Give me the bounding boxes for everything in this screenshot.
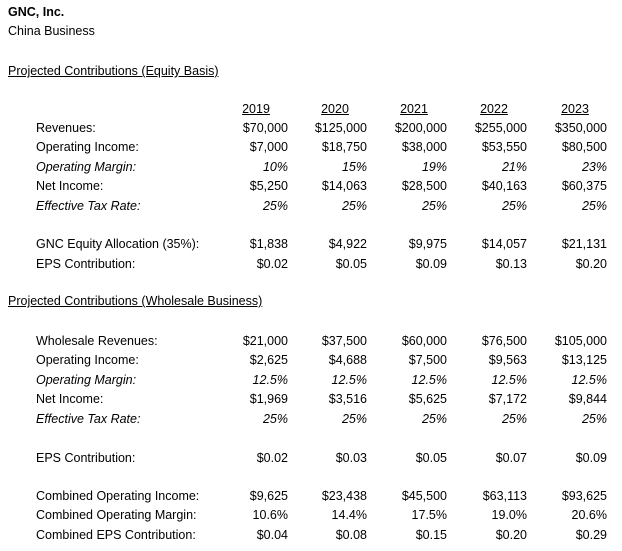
wholesale-row-4-value-2022: $7,172 (488, 392, 527, 406)
wholesale-row-4-label: Net Income: (36, 392, 104, 406)
equity-row-5-value-2022: 25% (501, 199, 527, 213)
equity-allocation-row-1-value-2023: $21,131 (561, 237, 607, 251)
equity-row-2-value-2019: $7,000 (249, 140, 288, 154)
combined-row-1-label: Combined Operating Income: (36, 489, 200, 503)
wholesale-eps-row-value-2022: $0.07 (495, 451, 527, 465)
combined-row-2-value-2023: 20.6% (571, 508, 607, 522)
combined-row-3-value-2019: $0.04 (256, 528, 288, 542)
year-header-2019: 2019 (242, 102, 270, 116)
wholesale-section-title: Projected Contributions (Wholesale Business) (8, 294, 263, 308)
wholesale-row-1-value-2023: $105,000 (554, 334, 607, 348)
equity-allocation-row-2-value-2020: $0.05 (335, 257, 367, 271)
equity-allocation-row-2-value-2019: $0.02 (256, 257, 288, 271)
equity-row-1-label: Revenues: (36, 121, 96, 135)
equity-row-1-value-2020: $125,000 (314, 121, 367, 135)
wholesale-eps-row-value-2021: $0.05 (415, 451, 447, 465)
wholesale-row-4-value-2020: $3,516 (328, 392, 367, 406)
wholesale-eps-row-value-2020: $0.03 (335, 451, 367, 465)
combined-row-2-value-2020: 14.4% (331, 508, 367, 522)
wholesale-row-3-value-2019: 12.5% (252, 373, 288, 387)
combined-row-1-value-2019: $9,625 (249, 489, 288, 503)
wholesale-row-4-value-2019: $1,969 (249, 392, 288, 406)
equity-section-title: Projected Contributions (Equity Basis) (8, 64, 219, 78)
combined-row-1-value-2022: $63,113 (482, 489, 527, 503)
equity-row-4-value-2022: $40,163 (481, 179, 527, 193)
equity-row-4-label: Net Income: (36, 179, 104, 193)
equity-row-3-label: Operating Margin: (36, 160, 137, 174)
equity-allocation-row-2-value-2023: $0.20 (575, 257, 607, 271)
wholesale-row-5-value-2021: 25% (421, 412, 447, 426)
equity-row-2-value-2021: $38,000 (401, 140, 447, 154)
wholesale-row-5-value-2019: 25% (262, 412, 288, 426)
combined-row-2-value-2022: 19.0% (491, 508, 527, 522)
equity-allocation-row-1-value-2021: $9,975 (408, 237, 447, 251)
equity-row-2-value-2020: $18,750 (321, 140, 367, 154)
equity-row-3-value-2020: 15% (341, 160, 367, 174)
equity-row-3-value-2023: 23% (581, 160, 607, 174)
wholesale-row-3-value-2021: 12.5% (411, 373, 447, 387)
combined-row-3-value-2020: $0.08 (335, 528, 367, 542)
wholesale-row-2-value-2019: $2,625 (249, 353, 288, 367)
combined-row-3-value-2022: $0.20 (495, 528, 527, 542)
wholesale-eps-row-label: EPS Contribution: (36, 451, 136, 465)
year-header-2023: 2023 (561, 102, 589, 116)
wholesale-row-3-label: Operating Margin: (36, 373, 137, 387)
equity-allocation-row-2-label: EPS Contribution: (36, 257, 136, 271)
year-header-2021: 2021 (400, 102, 428, 116)
wholesale-row-4-value-2021: $5,625 (408, 392, 447, 406)
wholesale-eps-row-value-2023: $0.09 (575, 451, 607, 465)
equity-row-5-value-2021: 25% (421, 199, 447, 213)
combined-row-2-value-2019: 10.6% (252, 508, 288, 522)
combined-row-1-value-2021: $45,500 (401, 489, 447, 503)
combined-row-1-value-2020: $23,438 (321, 489, 367, 503)
wholesale-row-1-label: Wholesale Revenues: (36, 334, 158, 348)
equity-row-1-value-2022: $255,000 (474, 121, 527, 135)
equity-row-3-value-2022: 21% (501, 160, 527, 174)
combined-row-1-value-2023: $93,625 (561, 489, 607, 503)
equity-row-4-value-2019: $5,250 (249, 179, 288, 193)
combined-row-3-label: Combined EPS Contribution: (36, 528, 196, 542)
equity-row-1-value-2023: $350,000 (554, 121, 607, 135)
wholesale-row-2-value-2022: $9,563 (488, 353, 527, 367)
equity-row-2-value-2023: $80,500 (561, 140, 607, 154)
equity-row-5-value-2023: 25% (581, 199, 607, 213)
combined-row-3-value-2021: $0.15 (415, 528, 447, 542)
equity-row-3-value-2021: 19% (421, 160, 447, 174)
equity-row-2-value-2022: $53,550 (481, 140, 527, 154)
wholesale-row-5-value-2022: 25% (501, 412, 527, 426)
wholesale-row-1-value-2021: $60,000 (401, 334, 447, 348)
wholesale-row-4-value-2023: $9,844 (568, 392, 607, 406)
equity-row-3-value-2019: 10% (262, 160, 288, 174)
company-name: GNC, Inc. (8, 5, 65, 19)
wholesale-row-3-value-2023: 12.5% (571, 373, 607, 387)
equity-row-4-value-2021: $28,500 (401, 179, 447, 193)
wholesale-row-1-value-2020: $37,500 (321, 334, 367, 348)
wholesale-row-1-value-2022: $76,500 (481, 334, 527, 348)
year-header-2022: 2022 (480, 102, 508, 116)
wholesale-row-1-value-2019: $21,000 (242, 334, 288, 348)
wholesale-row-3-value-2022: 12.5% (491, 373, 527, 387)
equity-allocation-row-2-value-2021: $0.09 (415, 257, 447, 271)
page-subtitle: China Business (8, 24, 95, 38)
equity-row-5-label: Effective Tax Rate: (36, 199, 141, 213)
wholesale-row-5-value-2023: 25% (581, 412, 607, 426)
wholesale-row-2-value-2023: $13,125 (561, 353, 607, 367)
equity-allocation-row-1-value-2019: $1,838 (249, 237, 288, 251)
equity-row-4-value-2020: $14,063 (321, 179, 367, 193)
equity-allocation-row-1-value-2022: $14,057 (481, 237, 527, 251)
equity-allocation-row-1-label: GNC Equity Allocation (35%): (36, 237, 200, 251)
equity-allocation-row-1-value-2020: $4,922 (328, 237, 367, 251)
wholesale-eps-row-value-2019: $0.02 (256, 451, 288, 465)
equity-row-2-label: Operating Income: (36, 140, 139, 154)
wholesale-row-5-value-2020: 25% (341, 412, 367, 426)
wholesale-row-2-value-2021: $7,500 (408, 353, 447, 367)
equity-row-1-value-2021: $200,000 (394, 121, 447, 135)
wholesale-row-3-value-2020: 12.5% (331, 373, 367, 387)
equity-row-1-value-2019: $70,000 (242, 121, 288, 135)
equity-row-5-value-2020: 25% (341, 199, 367, 213)
combined-row-2-label: Combined Operating Margin: (36, 508, 197, 522)
year-header-2020: 2020 (321, 102, 349, 116)
equity-row-4-value-2023: $60,375 (561, 179, 607, 193)
wholesale-row-2-label: Operating Income: (36, 353, 139, 367)
wholesale-row-2-value-2020: $4,688 (328, 353, 367, 367)
combined-row-2-value-2021: 17.5% (411, 508, 447, 522)
equity-allocation-row-2-value-2022: $0.13 (495, 257, 527, 271)
equity-row-5-value-2019: 25% (262, 199, 288, 213)
wholesale-row-5-label: Effective Tax Rate: (36, 412, 141, 426)
combined-row-3-value-2023: $0.29 (575, 528, 607, 542)
